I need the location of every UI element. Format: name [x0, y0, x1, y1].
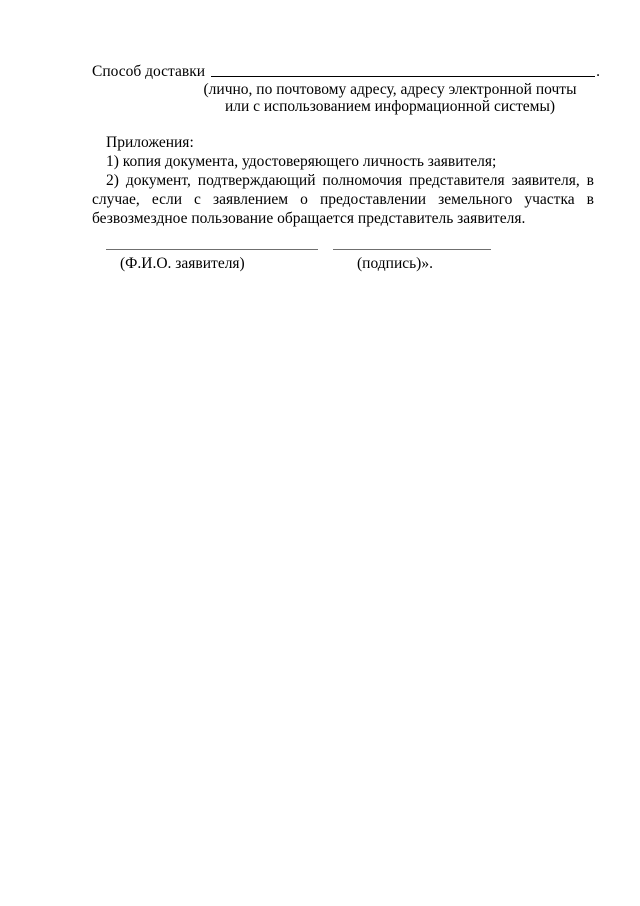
delivery-method-row	[92, 61, 600, 81]
signature-blank-line[interactable]	[333, 249, 491, 250]
applicant-name-caption: (Ф.И.О. заявителя)	[120, 255, 245, 272]
attachment-item-2: 2) документ, подтверждающий полномочия представителя заявителя, в случае, если с заявлением о предоставлении земельного участка в безвозмездное пользование обращается представитель заявителя.	[92, 172, 594, 227]
delivery-method-label: Способ доставки	[92, 63, 206, 80]
attachments-title: Приложения:	[106, 134, 194, 151]
delivery-method-blank-line[interactable]	[211, 62, 595, 77]
applicant-name-blank-line[interactable]	[106, 249, 318, 250]
signature-caption: (подпись)».	[357, 255, 433, 272]
attachment-item-1: 1) копия документа, удостоверяющего личность заявителя;	[106, 153, 497, 170]
attachments-section	[92, 133, 594, 228]
delivery-method-hint-line-2: или с использованием информационной системы)	[224, 98, 556, 115]
delivery-method-hint-line-1: (лично, по почтовому адресу, адресу электронной почты	[203, 81, 577, 98]
delivery-method-period: .	[596, 63, 600, 80]
